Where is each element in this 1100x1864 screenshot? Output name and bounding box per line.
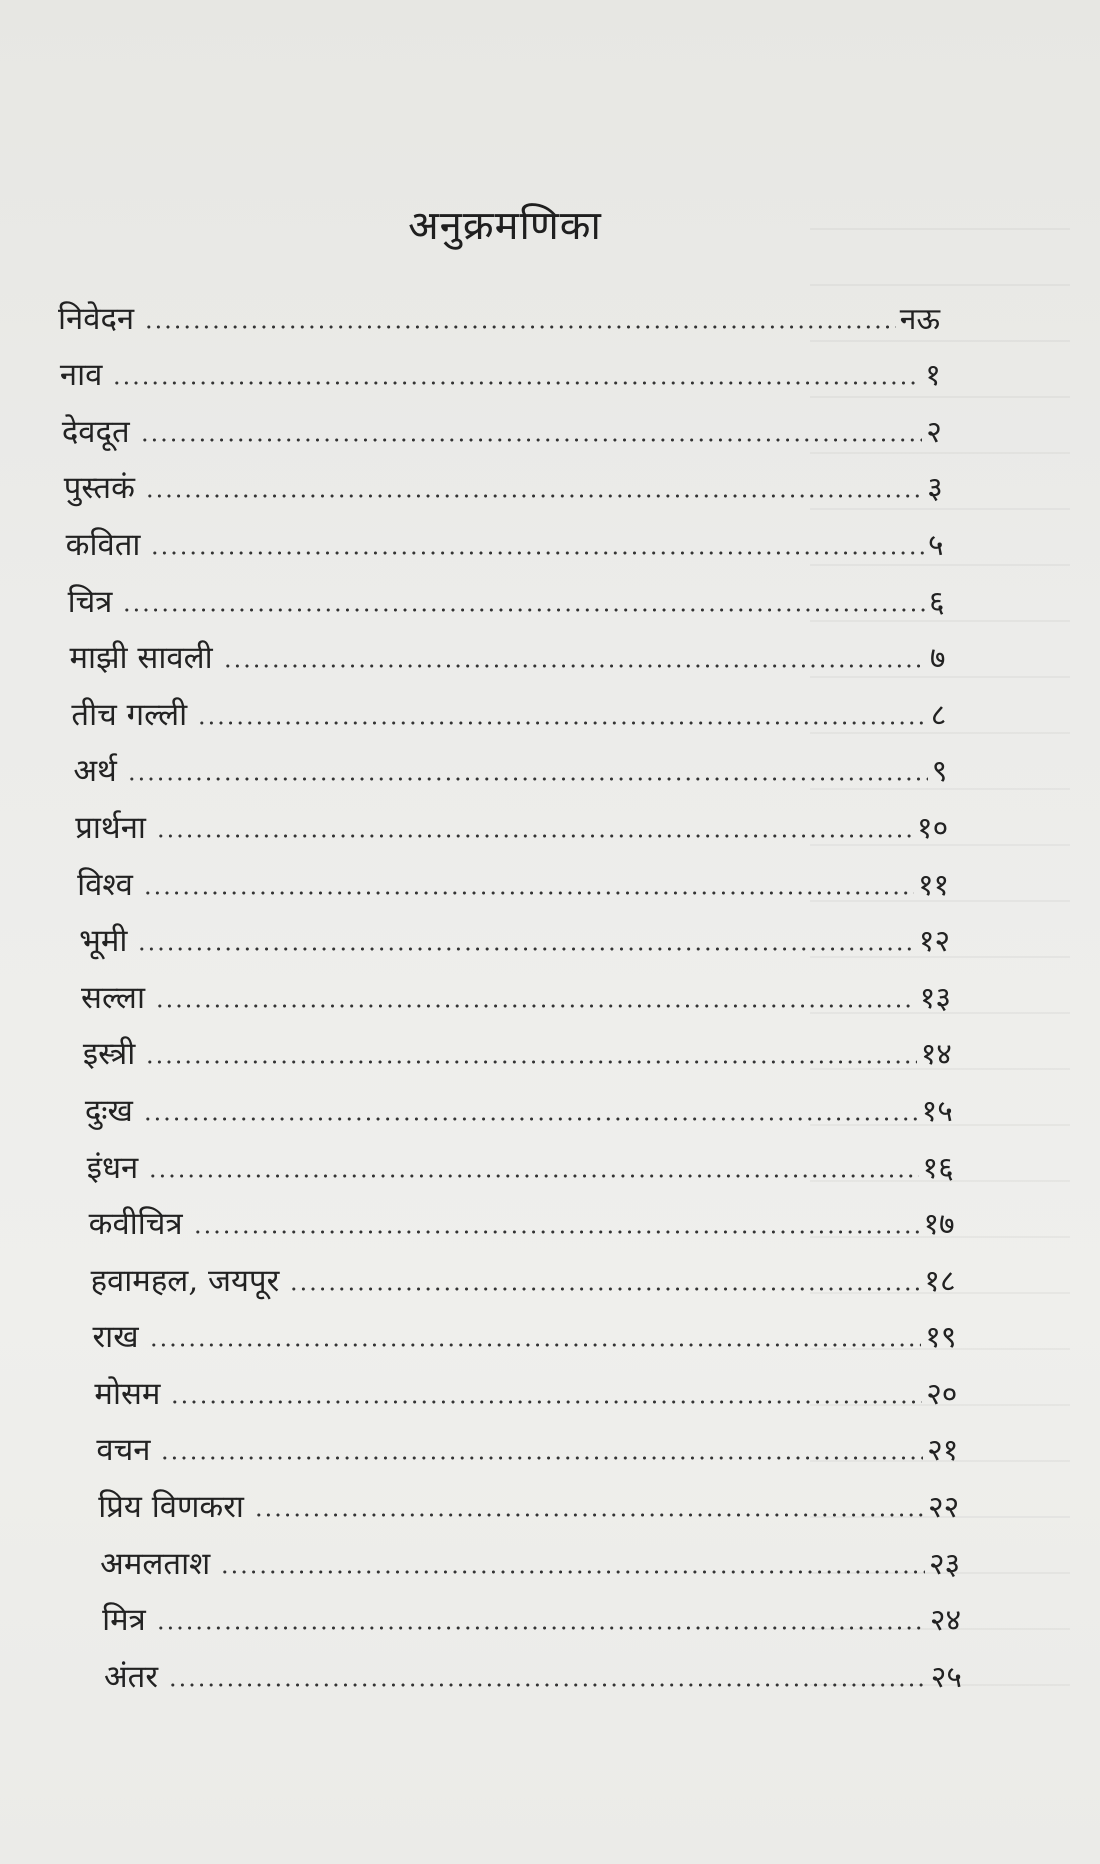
toc-entry xyxy=(0,1523,960,1580)
toc-entry-title: देवदूत xyxy=(61,413,130,450)
toc-entry-page-number: १३ xyxy=(919,980,951,1016)
toc-entry-page-number: १ xyxy=(925,358,941,394)
toc-entry-page-number: १६ xyxy=(922,1150,954,1186)
dot-leader xyxy=(143,891,914,895)
toc-entry-title: दुःख xyxy=(84,1092,133,1129)
dot-leader xyxy=(145,494,923,498)
toc-entry-title: अंतर xyxy=(104,1658,159,1695)
toc-entry-page-number: २४ xyxy=(929,1603,962,1639)
toc-entry-page-number: ८ xyxy=(930,697,947,733)
dot-leader xyxy=(145,1060,916,1064)
toc-entry-page-number: १० xyxy=(917,810,949,846)
toc-entry-page-number: नऊ xyxy=(899,301,940,337)
dot-leader xyxy=(156,1626,926,1630)
toc-entry xyxy=(0,618,946,675)
toc-entry xyxy=(0,1410,958,1467)
dot-leader xyxy=(148,1174,918,1178)
dot-leader xyxy=(144,325,896,329)
toc-entry-page-number: ९ xyxy=(931,754,948,790)
toc-entry-page-number: १८ xyxy=(924,1263,956,1299)
dot-leader xyxy=(156,834,913,838)
toc-entry xyxy=(0,787,948,844)
toc-entry-title: मोसम xyxy=(94,1375,161,1412)
toc-entry-title: मित्र xyxy=(102,1602,146,1639)
dot-leader xyxy=(143,1117,918,1121)
toc-entry-page-number: १७ xyxy=(923,1207,955,1243)
toc-entry-title: नाव xyxy=(59,357,103,394)
toc-entry-title: कविता xyxy=(65,526,141,563)
toc-entry xyxy=(0,1353,957,1410)
toc-entry-title: तीच गल्ली xyxy=(71,696,188,733)
toc-entry xyxy=(0,1184,955,1241)
dot-leader xyxy=(150,551,924,555)
toc-entry xyxy=(0,391,942,448)
toc-entry-page-number: ६ xyxy=(928,584,945,620)
dot-leader xyxy=(140,438,923,442)
page-title: अनुक्रमणिका xyxy=(408,203,602,249)
toc-entry-page-number: ५ xyxy=(928,527,944,563)
toc-entry xyxy=(0,1127,954,1184)
toc-entry-page-number: २५ xyxy=(930,1659,962,1695)
toc-entry-title: प्रार्थना xyxy=(75,809,146,846)
dot-leader xyxy=(289,1287,920,1291)
toc-entry-title: इंधन xyxy=(86,1149,139,1186)
toc-entry xyxy=(0,335,941,392)
toc-entry-page-number: २० xyxy=(926,1376,958,1412)
toc-entry xyxy=(0,1014,952,1071)
toc-entry-title: सल्ला xyxy=(81,979,145,1016)
toc-entry xyxy=(0,1466,960,1526)
toc-entry-title: माझी सावली xyxy=(69,640,213,677)
toc-entry-title: अमलताश xyxy=(100,1545,211,1582)
dot-leader xyxy=(137,947,914,951)
toc-entry-page-number: २३ xyxy=(928,1546,961,1582)
toc-entry xyxy=(0,504,944,561)
dot-leader xyxy=(149,1343,922,1347)
toc-entry-title: कवीचित्र xyxy=(88,1206,183,1243)
toc-entry-title: वचन xyxy=(96,1432,151,1469)
toc-entry-title: राख xyxy=(92,1319,139,1356)
toc-entry-title: हवामहल, जयपूर xyxy=(90,1262,280,1299)
toc-entry-title: अर्थ xyxy=(73,753,117,790)
toc-entry-title: विश्व xyxy=(77,866,133,903)
toc-entry-page-number: २२ xyxy=(928,1490,960,1526)
toc-entry-page-number: ११ xyxy=(917,867,950,903)
toc-entry-title: चित्र xyxy=(67,583,113,620)
toc-entry-page-number: १२ xyxy=(918,924,951,960)
toc-entry-title: भूमी xyxy=(79,923,128,960)
toc-entry xyxy=(0,561,945,618)
toc-entry xyxy=(0,901,950,958)
dot-leader xyxy=(220,1570,925,1574)
toc-entry xyxy=(0,674,946,731)
toc-entry-page-number: २१ xyxy=(927,1433,959,1469)
dot-leader xyxy=(223,664,926,668)
dot-leader xyxy=(197,721,927,725)
table-of-contents xyxy=(0,278,1100,1693)
dot-leader xyxy=(155,1004,916,1008)
toc-entry-page-number: १९ xyxy=(925,1320,957,1356)
dot-leader xyxy=(127,777,928,781)
dot-leader xyxy=(160,1456,923,1460)
dot-leader xyxy=(168,1683,927,1687)
dot-leader xyxy=(122,608,925,612)
toc-entry-page-number: ३ xyxy=(927,471,943,507)
toc-entry xyxy=(0,731,947,788)
toc-entry-page-number: २ xyxy=(926,414,942,450)
toc-entry xyxy=(0,278,940,335)
toc-entry xyxy=(0,844,949,901)
toc-entry-page-number: १४ xyxy=(920,1037,952,1073)
dot-leader xyxy=(254,1513,924,1517)
toc-entry xyxy=(0,448,943,505)
toc-entry xyxy=(0,1636,962,1693)
toc-entry-page-number: ७ xyxy=(929,641,946,677)
dot-leader xyxy=(170,1400,922,1404)
toc-entry xyxy=(0,957,951,1014)
toc-entry-title: प्रिय विणकरा xyxy=(98,1489,244,1526)
toc-entry-title: निवेदन xyxy=(58,300,135,337)
toc-entry xyxy=(0,1580,961,1637)
toc-entry xyxy=(0,1240,956,1297)
toc-entry xyxy=(0,1070,953,1127)
dot-leader xyxy=(193,1230,920,1234)
toc-entry-title: इस्त्री xyxy=(82,1036,136,1073)
toc-entry xyxy=(0,1297,957,1354)
dot-leader xyxy=(112,381,921,385)
toc-entry-title: पुस्तकं xyxy=(63,470,135,507)
toc-entry-page-number: १५ xyxy=(921,1093,953,1129)
